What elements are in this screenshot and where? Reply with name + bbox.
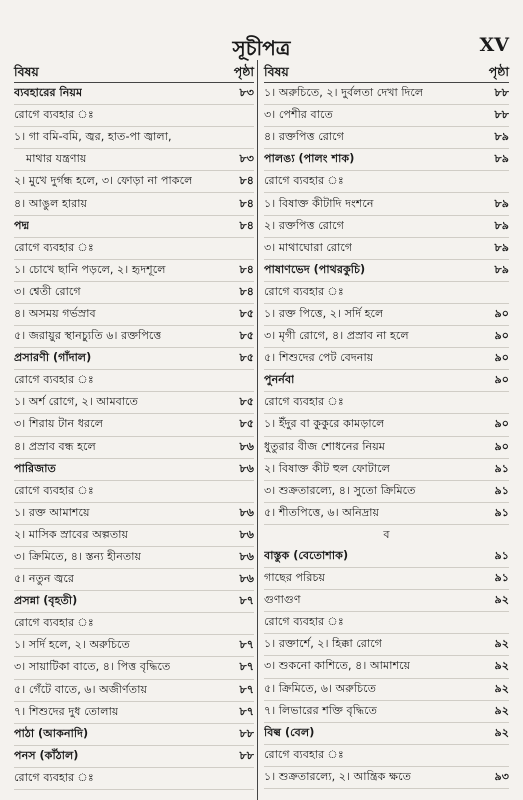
toc-entry-row <box>14 105 254 127</box>
toc-heading-row <box>264 260 509 282</box>
entry-title: পালঙ্য (পালং শাক) <box>264 152 355 166</box>
toc-heading-row <box>14 83 254 105</box>
entry-title: পনস (কাঁঠাল) <box>14 748 79 762</box>
entry-page-number: ৮৯ <box>494 240 509 254</box>
entry-title: ৫। নতুন জ্বরে <box>14 572 75 586</box>
toc-entry-row <box>264 83 509 105</box>
entry-page-number: ৯২ <box>494 681 509 695</box>
toc-heading-row <box>264 370 509 392</box>
entry-page-number: ৮৭ <box>239 660 254 674</box>
entry-title: প্রসারণী (গাঁদাল) <box>14 351 92 365</box>
toc-entry-row <box>14 127 254 149</box>
toc-entry-row <box>14 613 254 635</box>
entry-page-number: ৮৮ <box>494 86 509 100</box>
toc-entry-row <box>264 679 509 701</box>
entry-page-number: ৮৬ <box>239 461 254 475</box>
toc-entry-row <box>14 282 254 304</box>
toc-entry-row <box>264 503 509 525</box>
toc-entry-row <box>14 392 254 414</box>
entry-title: ৩। মৃগী রোগে, ৪। প্রস্রাব না হলে <box>264 329 409 343</box>
entry-page-number: ৮৭ <box>239 594 254 608</box>
subject-header: বিষয় <box>264 64 289 79</box>
toc-entry-row <box>14 503 254 525</box>
entry-title: ১। রক্ত পিত্তে, ২। সর্দি হলে <box>264 306 384 320</box>
entry-page-number: ৯২ <box>494 725 509 739</box>
toc-entry-row <box>264 767 509 789</box>
toc-entry-row <box>264 612 509 634</box>
section-letter <box>264 525 509 546</box>
toc-entry-row <box>14 481 254 503</box>
entry-title: ৩। শিরায় টান ধরলে <box>14 417 104 431</box>
entry-page-number: ৮৬ <box>239 439 254 453</box>
entry-title: ব্যবহারের নিয়ম <box>14 86 83 100</box>
entry-page-number: ৮৯ <box>494 262 509 276</box>
entry-page-number: ৯১ <box>494 505 509 519</box>
entry-page-number: ৮৬ <box>239 550 254 564</box>
toc-heading-row <box>14 591 254 613</box>
toc-entry-row <box>264 414 509 436</box>
entry-title: ২। বিষাক্ত কীট হুল ফোটালে <box>264 461 390 475</box>
entry-title: ১। অরুচিতে, ২। দুর্বলতা দেখা দিলে <box>264 86 424 100</box>
entry-title: ৫। শীতপিত্তে, ৬। অনিদ্রায় <box>264 505 380 519</box>
entry-title: রোগে ব্যবহার ঃ <box>264 284 344 298</box>
entry-title: ৫। জরায়ুর স্থানচ্যুতি ৬। রক্তপিত্তে <box>14 329 162 343</box>
entry-title: ২। রক্তপিত্ত রোগে <box>264 218 344 232</box>
entry-title: ১। সর্দি হলে, ২। অরুচিতে <box>14 638 130 652</box>
toc-entry-row <box>264 459 509 481</box>
toc-heading-row <box>14 724 254 746</box>
entry-title: ৩। শুক্রতারল্যে, ৪। সুতো ক্রিমিতে <box>264 483 416 497</box>
toc-entry-row <box>14 370 254 392</box>
entry-page-number: ৮৪ <box>239 284 254 298</box>
entry-page-number: ৯২ <box>494 593 509 607</box>
toc-entry-row <box>14 149 254 171</box>
entry-title: রোগে ব্যবহার ঃ <box>14 770 94 784</box>
entry-title: ৩। শ্বেতী রোগে <box>14 284 81 298</box>
toc-entry-row <box>14 437 254 459</box>
toc-entry-row <box>264 348 509 370</box>
toc-entry-row <box>264 745 509 767</box>
entry-page-number: ৮৫ <box>239 395 254 409</box>
entry-title: ৩। শুকনো কাশিতে, ৪। আমাশয়ে <box>264 659 411 673</box>
entry-page-number: ৮৯ <box>494 152 509 166</box>
toc-entry-row <box>264 481 509 503</box>
entry-page-number: ৯০ <box>494 417 509 431</box>
toc-heading-row <box>14 216 254 238</box>
entry-title: রোগে ব্যবহার ঃ <box>14 240 94 254</box>
entry-title: ৫। ক্রিমিতে, ৬। অরুচিতে <box>264 681 377 695</box>
entry-page-number: ৮৪ <box>239 218 254 232</box>
entry-title: বিল্ব (বেল) <box>264 725 315 739</box>
entry-title: পাষাণভেদ (পাথরকুচি) <box>264 262 366 276</box>
entry-title: ধুতুরার বীজ শোধনের নিয়ম <box>264 439 386 453</box>
toc-entry-row <box>14 193 254 215</box>
toc-entry-row <box>14 547 254 569</box>
entry-title: পদ্ম <box>14 218 30 232</box>
entry-page-number: ৮৮ <box>494 108 509 122</box>
entry-title: গাছের পরিচয় <box>264 571 326 585</box>
toc-entry-row <box>14 304 254 326</box>
entry-page-number: ৯০ <box>494 351 509 365</box>
toc-entry-row <box>14 260 254 282</box>
page-header: পৃষ্ঠা <box>488 64 509 79</box>
page-header: পৃষ্ঠা <box>233 64 254 79</box>
toc-entry-row <box>14 680 254 702</box>
entry-page-number: ৮৫ <box>239 306 254 320</box>
toc-entry-row <box>14 702 254 724</box>
entry-page-number: ৮৫ <box>239 351 254 365</box>
entry-title: ৭। শিশুদের দুধ তোলায় <box>14 704 119 718</box>
entry-title: গুণাগুণ <box>264 593 301 607</box>
toc-entry-row <box>264 634 509 656</box>
entry-page-number: ৮৮ <box>239 726 254 740</box>
entry-title: রোগে ব্যবহার ঃ <box>14 483 94 497</box>
entry-title: ৪। রক্তপিত্ত রোগে <box>264 130 344 144</box>
entry-page-number: ৯১ <box>494 549 509 563</box>
entry-title: পারিজাত <box>14 461 56 475</box>
toc-entry-row <box>264 282 509 304</box>
entry-title: ১। রক্তার্শে, ২। হিক্কা রোগে <box>264 637 383 651</box>
entry-page-number: ৯২ <box>494 659 509 673</box>
toc-heading-row <box>14 746 254 768</box>
toc-heading-row <box>14 348 254 370</box>
entry-page-number: ৮৬ <box>239 505 254 519</box>
entry-title: ১। অর্শ রোগে, ২। আমবাতে <box>14 395 139 409</box>
page-title: সূচীপত্র <box>232 36 291 60</box>
entry-page-number: ৮৪ <box>239 262 254 276</box>
toc-heading-row <box>264 723 509 745</box>
right-entry-list <box>264 83 509 789</box>
entry-page-number: ৮৯ <box>494 218 509 232</box>
toc-entry-row <box>264 392 509 414</box>
entry-page-number: ৮৪ <box>239 174 254 188</box>
entry-page-number: ৮৫ <box>239 329 254 343</box>
toc-entry-row <box>14 657 254 679</box>
toc-entry-row <box>264 656 509 678</box>
subject-header: বিষয় <box>14 64 39 79</box>
entry-page-number: ৮৮ <box>239 748 254 762</box>
toc-entry-row <box>14 768 254 790</box>
entry-title: ৭। লিভারের শক্তি বৃদ্ধিতে <box>264 703 378 717</box>
entry-page-number: ৮৬ <box>239 572 254 586</box>
entry-page-number: ৮৯ <box>494 130 509 144</box>
toc-entry-row <box>264 216 509 238</box>
entry-title: ৫। গেঁটে বাতে, ৬। অজীর্ণতায় <box>14 682 148 696</box>
entry-page-number: ৮৭ <box>239 704 254 718</box>
toc-heading-row <box>14 459 254 481</box>
entry-title: রোগে ব্যবহার ঃ <box>14 373 94 387</box>
entry-title: পাঠা (আকনাদি) <box>14 726 89 740</box>
entry-title: ৩। মাথাঘোরা রোগে <box>264 240 353 254</box>
entry-title: ১। গা বমি-বমি, জ্বর, হাত-পা জ্বালা, <box>14 130 172 144</box>
entry-page-number: ৯১ <box>494 483 509 497</box>
toc-entry-row <box>264 326 509 348</box>
toc-entry-row <box>264 437 509 459</box>
page-number: XV <box>479 34 509 56</box>
entry-page-number: ৮৪ <box>239 196 254 210</box>
entry-title: বাস্তুক (বেতোশাক) <box>264 549 349 563</box>
entry-title: ব <box>383 527 390 541</box>
entry-title: ১। ইঁদুর বা কুকুরে কামড়ালে <box>264 417 385 431</box>
entry-title: ৩। সায়াটিকা বাতে, ৪। পিত্ত বৃদ্ধিতে <box>14 660 171 674</box>
entry-page-number: ৮৩ <box>239 152 254 166</box>
entry-page-number: ৯০ <box>494 439 509 453</box>
entry-title: ৩। ক্রিমিতে, ৪। স্তন্য হীনতায় <box>14 550 142 564</box>
toc-entry-row <box>264 238 509 260</box>
toc-entry-row <box>264 701 509 723</box>
entry-title: ২। মাসিক স্রাবের অল্পতায় <box>14 527 129 541</box>
toc-entry-row <box>14 238 254 260</box>
toc-entry-row <box>14 525 254 547</box>
entry-title: ১। বিষাক্ত কীটাদি দংশনে <box>264 196 374 210</box>
left-entry-list <box>14 83 254 790</box>
toc-entry-row <box>14 326 254 348</box>
entry-page-number: ৮৯ <box>494 196 509 210</box>
entry-title: ৪। প্রস্রাব বন্ধ হলে <box>14 439 96 453</box>
left-column-header <box>14 62 254 83</box>
entry-page-number: ৯১ <box>494 461 509 475</box>
toc-entry-row <box>264 568 509 590</box>
entry-title: ১। চোখে ছানি পড়লে, ২। হৃদশূলে <box>14 262 166 276</box>
entry-title: পুনর্নবা <box>264 373 295 387</box>
entry-page-number: ৮৬ <box>239 527 254 541</box>
entry-title: ৩। পেশীর বাতে <box>264 108 333 122</box>
entry-page-number: ৯১ <box>494 571 509 585</box>
toc-heading-row <box>264 149 509 171</box>
entry-page-number: ৮৭ <box>239 682 254 696</box>
toc-entry-row <box>14 569 254 591</box>
entry-page-number: ৯২ <box>494 703 509 717</box>
toc-entry-row <box>264 590 509 612</box>
right-column-header <box>264 62 509 83</box>
entry-title: রোগে ব্যবহার ঃ <box>264 174 344 188</box>
entry-page-number: ৯৩ <box>494 769 509 783</box>
entry-title: ১। শুক্রতারল্যে, ২। আন্ত্রিক ক্ষতে <box>264 769 411 783</box>
entry-title: ১। রক্ত আমাশয়ে <box>14 505 90 519</box>
entry-page-number: ৮৭ <box>239 638 254 652</box>
entry-title: ৫। শিশুদের পেট বেদনায় <box>264 351 374 365</box>
toc-entry-row <box>264 193 509 215</box>
toc-entry-row <box>14 414 254 436</box>
entry-title: প্রসন্না (বৃহতী) <box>14 594 78 608</box>
right-column <box>264 62 509 800</box>
column-divider <box>257 60 258 800</box>
entry-title: রোগে ব্যবহার ঃ <box>264 747 344 761</box>
entry-page-number: ৮৫ <box>239 417 254 431</box>
entry-page-number: ৮৩ <box>239 86 254 100</box>
entry-title: রোগে ব্যবহার ঃ <box>264 395 344 409</box>
toc-entry-row <box>14 171 254 193</box>
toc-entry-row <box>264 127 509 149</box>
entry-title: ৪। আঙুল হারায় <box>14 196 88 210</box>
entry-title: মাথার যন্ত্রণায় <box>26 152 87 166</box>
toc-entry-row <box>264 304 509 326</box>
toc-entry-row <box>264 171 509 193</box>
entry-title: রোগে ব্যবহার ঃ <box>14 616 94 630</box>
entry-page-number: ৯০ <box>494 329 509 343</box>
left-column <box>14 62 254 800</box>
entry-page-number: ৯০ <box>494 373 509 387</box>
entry-title: রোগে ব্যবহার ঃ <box>14 108 94 122</box>
entry-title: ২। মুখে দুর্গন্ধ হলে, ৩। ফোড়া না পাকলে <box>14 174 193 188</box>
entry-page-number: ৯২ <box>494 637 509 651</box>
toc-entry-row <box>264 105 509 127</box>
entry-page-number: ৯০ <box>494 306 509 320</box>
toc-heading-row <box>264 546 509 568</box>
toc-entry-row <box>14 635 254 657</box>
entry-title: রোগে ব্যবহার ঃ <box>264 615 344 629</box>
entry-title: ৪। অসময় গর্ভস্রাব <box>14 306 96 320</box>
